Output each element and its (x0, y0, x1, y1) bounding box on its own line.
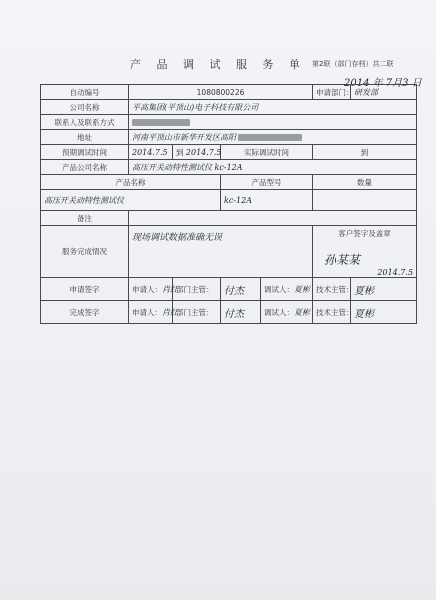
customer-sign-cell (313, 226, 417, 278)
tech-head-signature: 夏彬 (354, 285, 375, 297)
request-date: 2014 年 7月3 日 (344, 78, 422, 89)
tech-head-label: 技术主管： (316, 284, 354, 294)
tech-head-label: 技术主管： (316, 307, 354, 317)
debugger-label: 调试人： (264, 307, 294, 317)
done-dept-head-sig-cell (221, 301, 261, 324)
product-company-value: 高压开关动特性测试仪 kc-12A (129, 160, 417, 175)
done-sign-label: 完成签字 (41, 301, 129, 324)
row-notes (41, 211, 417, 226)
row-items-header (41, 175, 417, 190)
actual-time-label: 实际调试时间 (221, 145, 313, 160)
row-contact (41, 115, 417, 130)
product-company-label: 产品公司名称 (41, 160, 129, 175)
row-planned-time (41, 145, 417, 160)
debugger-label: 调试人： (264, 284, 294, 294)
done-dept-head-cell (173, 301, 221, 324)
dept-head-label: 部门主管： (176, 284, 214, 294)
redacted-block (132, 119, 190, 126)
address-label: 地址 (41, 130, 129, 145)
auto-number-value: 1080800226 (129, 85, 313, 100)
table-row (41, 190, 417, 211)
auto-number-label: 自动编号 (41, 85, 129, 100)
service-value-cell (129, 226, 313, 278)
service-form-table (40, 84, 417, 324)
form-title: 产 品 调 试 服 务 单 (130, 58, 306, 71)
customer-signature: 孙某某 (324, 253, 361, 267)
dept-head-label: 部门主管： (176, 307, 214, 317)
request-dept-label: 申请部门： (313, 85, 351, 100)
apply-debugger-cell (261, 278, 313, 301)
company-name-value: 平高集团(平顶山)电子科技有限公司 (129, 100, 417, 115)
apply-sign-label: 申请签字 (41, 278, 129, 301)
quantity-header: 数量 (313, 175, 417, 190)
applicant-label: 申请人： (132, 307, 162, 317)
row-done-sign (41, 301, 417, 324)
contact-label: 联系人及联系方式 (41, 115, 129, 130)
apply-dept-head-cell (173, 278, 221, 301)
redacted-block (238, 134, 302, 141)
customer-sign-label: 客户签字及盖章 (338, 229, 391, 238)
row-product-company (41, 160, 417, 175)
planned-to: 2014.7.5 (185, 147, 222, 157)
customer-date: 2014.7.5 (377, 268, 414, 277)
done-applicant-cell (129, 301, 178, 324)
request-dept-value: 研发部 (351, 85, 417, 100)
address-cell (129, 130, 417, 145)
debugger-signature: 夏彬 (294, 284, 310, 294)
product-model-header: 产品型号 (221, 175, 313, 190)
notes-value (129, 211, 417, 226)
applicant-label: 申请人： (132, 284, 162, 294)
service-value: 现场调试数据准确无误 (132, 233, 223, 243)
row-service (41, 226, 417, 278)
company-name-label: 公司名称 (41, 100, 129, 115)
row-auto-number (41, 85, 417, 100)
debugger-signature: 夏彬 (294, 307, 310, 317)
done-debugger-cell (261, 301, 313, 324)
service-label: 服务完成情况 (41, 226, 129, 278)
done-tech-head-cell (313, 301, 354, 324)
item-name: 高压开关动特性测试仪 (41, 190, 221, 211)
planned-time-label: 预期调试时间 (41, 145, 129, 160)
apply-applicant-cell (129, 278, 178, 301)
row-address (41, 130, 417, 145)
planned-to-mark: 到 (176, 147, 184, 157)
planned-to-cell (173, 145, 221, 160)
row-company-name (41, 100, 417, 115)
apply-tech-head-sig-cell (351, 278, 417, 301)
planned-from: 2014.7.5 (129, 145, 173, 160)
row-apply-sign (41, 278, 417, 301)
tech-head-signature: 夏彬 (354, 308, 375, 320)
notes-label: 备注 (41, 211, 129, 226)
dept-head-signature: 付杰 (224, 308, 244, 320)
contact-value (129, 115, 417, 130)
apply-dept-head-sig-cell (221, 278, 261, 301)
apply-tech-head-cell (313, 278, 354, 301)
copy-note: 第2联（部门存档）共二联 (312, 60, 394, 68)
item-quantity (313, 190, 417, 211)
actual-to-mark: 到 (313, 145, 417, 160)
done-tech-head-sig-cell (351, 301, 417, 324)
item-model: kc-12A (221, 190, 313, 211)
address-value: 河南平顶山市新华开发区高阳 (132, 132, 236, 142)
applicant-signature: 肖红 (162, 307, 178, 317)
dept-head-signature: 付杰 (224, 285, 244, 297)
applicant-signature: 肖红 (162, 284, 178, 294)
product-name-header: 产品名称 (41, 175, 221, 190)
